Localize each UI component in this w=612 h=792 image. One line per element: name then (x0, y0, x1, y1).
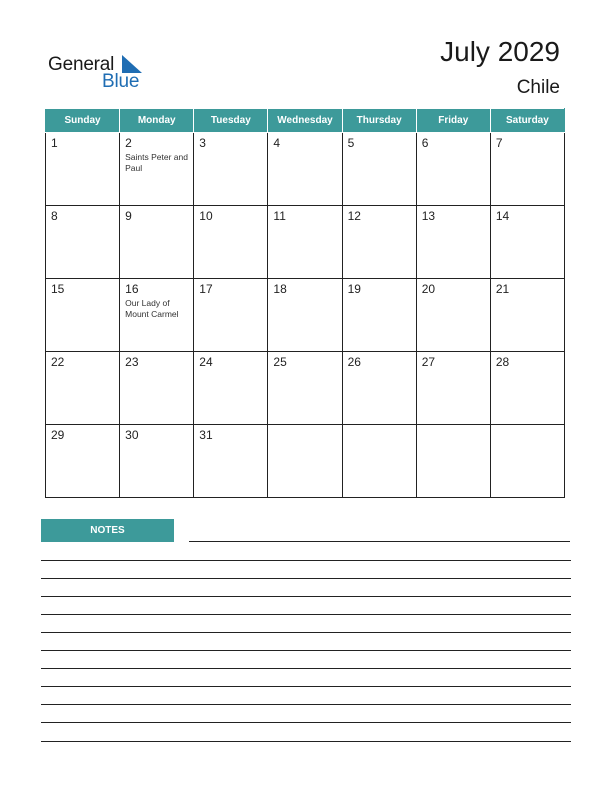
calendar-grid (45, 108, 565, 498)
notes-line (41, 596, 571, 597)
notes-line (41, 704, 571, 705)
day-cell[interactable] (120, 133, 194, 206)
day-number: 5 (347, 136, 355, 150)
day-cell[interactable] (490, 352, 564, 425)
day-cell[interactable] (120, 279, 194, 352)
day-number: 6 (421, 136, 429, 150)
day-cell[interactable] (46, 206, 120, 279)
day-cell[interactable] (194, 425, 268, 498)
day-number: 21 (495, 282, 510, 296)
day-cell[interactable] (342, 279, 416, 352)
day-number: 2 (125, 136, 132, 150)
day-cell[interactable] (416, 352, 490, 425)
notes-line (41, 614, 571, 615)
holiday-label: Our Lady of Mount Carmel (125, 298, 179, 319)
calendar-week-row (46, 206, 565, 279)
day-number: 13 (421, 209, 436, 223)
day-cell[interactable] (46, 352, 120, 425)
holiday-label: Saints Peter and Paul (125, 152, 188, 173)
day-number: 3 (199, 136, 206, 150)
weekday-friday: Friday (416, 109, 490, 133)
country-name: Chile (516, 77, 560, 98)
day-cell[interactable] (194, 352, 268, 425)
day-cell[interactable] (342, 206, 416, 279)
weekday-monday: Monday (120, 109, 194, 133)
day-number: 24 (199, 355, 213, 369)
notes-line (41, 578, 571, 579)
day-cell[interactable] (120, 352, 194, 425)
weekday-sunday: Sunday (46, 109, 120, 133)
day-cell[interactable] (194, 279, 268, 352)
day-number: 30 (125, 428, 139, 442)
day-number: 4 (273, 136, 281, 150)
day-cell[interactable] (268, 352, 342, 425)
day-cell[interactable] (416, 425, 490, 498)
day-number: 26 (347, 355, 361, 369)
notes-label: NOTES (41, 519, 174, 542)
day-number: 22 (51, 355, 65, 369)
calendar-week-row (46, 133, 565, 206)
day-number: 7 (495, 136, 503, 150)
weekday-tuesday: Tuesday (194, 109, 268, 133)
notes-line (41, 632, 571, 633)
day-cell[interactable] (342, 352, 416, 425)
weekday-thursday: Thursday (342, 109, 416, 133)
day-cell[interactable] (268, 133, 342, 206)
day-number: 23 (125, 355, 139, 369)
day-cell[interactable] (46, 133, 120, 206)
day-cell[interactable] (490, 425, 564, 498)
notes-line (41, 560, 571, 561)
notes-line (41, 686, 571, 687)
day-number: 19 (347, 282, 361, 296)
calendar-title: July 2029 (440, 36, 560, 67)
day-number: 25 (273, 355, 287, 369)
day-cell[interactable] (342, 425, 416, 498)
day-cell[interactable] (342, 133, 416, 206)
day-cell[interactable] (268, 425, 342, 498)
calendar-body (46, 133, 565, 498)
day-number: 10 (199, 209, 213, 223)
day-cell[interactable] (120, 206, 194, 279)
notes-line (41, 650, 571, 651)
day-cell[interactable] (416, 206, 490, 279)
day-cell[interactable] (416, 133, 490, 206)
day-cell[interactable] (490, 133, 564, 206)
day-cell[interactable] (46, 425, 120, 498)
day-number: 18 (273, 282, 287, 296)
notes-line (189, 541, 570, 542)
day-number: 11 (273, 209, 286, 223)
day-number: 27 (421, 355, 436, 369)
day-cell[interactable] (194, 133, 268, 206)
calendar-week-row (46, 279, 565, 352)
logo-text-blue: Blue (102, 71, 140, 92)
day-number: 1 (51, 136, 58, 150)
weekday-header-row (46, 109, 565, 133)
day-cell[interactable] (268, 206, 342, 279)
day-number: 14 (495, 209, 510, 223)
day-cell[interactable] (46, 279, 120, 352)
weekday-saturday: Saturday (490, 109, 564, 133)
day-number: 12 (347, 209, 361, 223)
day-cell[interactable] (120, 425, 194, 498)
day-cell[interactable] (194, 206, 268, 279)
logo-text-general: General (48, 54, 115, 75)
notes-line (41, 668, 571, 669)
logo (48, 52, 158, 92)
notes-line (41, 741, 571, 742)
day-number: 28 (495, 355, 510, 369)
day-cell[interactable] (490, 279, 564, 352)
calendar-week-row (46, 352, 565, 425)
day-number: 17 (199, 282, 213, 296)
day-number: 8 (51, 209, 58, 223)
day-number: 29 (51, 428, 65, 442)
day-number: 20 (421, 282, 436, 296)
weekday-wednesday: Wednesday (268, 109, 342, 133)
day-cell[interactable] (268, 279, 342, 352)
day-number: 9 (125, 209, 132, 223)
notes-line (41, 722, 571, 723)
day-number: 31 (199, 428, 213, 442)
day-number: 15 (51, 282, 65, 296)
day-cell[interactable] (416, 279, 490, 352)
day-number: 16 (125, 282, 139, 296)
day-cell[interactable] (490, 206, 564, 279)
calendar-week-row (46, 425, 565, 498)
